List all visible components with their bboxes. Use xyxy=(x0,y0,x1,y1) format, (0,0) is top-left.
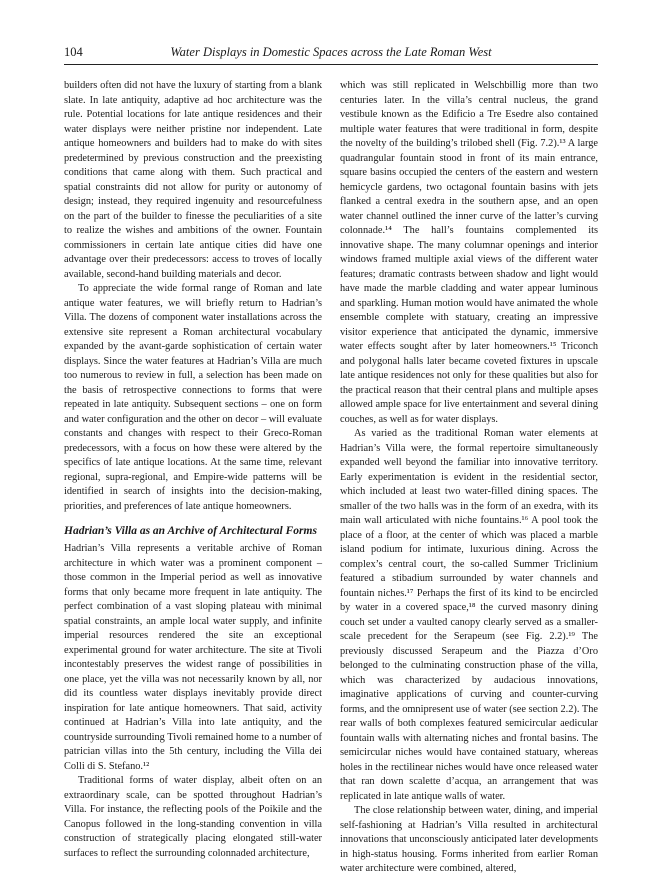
paragraph: As varied as the traditional Roman water elements at Hadrian’s Villa were, the formal repertoire simultaneously expanded well beyond the familiar into innovative territory. Early experimentation is evident in the residential sector, which included at least two water-filled dining spaces. The smaller of the two halls was in the form of an exedra, with its main wall articulated with niche fountains.¹⁶ A pool took the place of a floor, at the center of which was placed a marble island podium for intimate, luxurious dining. Across the complex’s central court, the so-called Summer Triclinium featured a stibadium surrounded by water channels and fountain niches.¹⁷ Perhaps the first of its kind to be encircled by water in a covered space,¹⁸ the curved masonry dining couch set under a vaulted canopy clearly served as a smaller-scale precedent for the Serapeum (see Fig. 2.2).¹⁹ The previously discussed Serapeum and the Piazza d’Oro belonged to the culminating construction phase of the villa, which was characterized by audacious innovations, imaginative applications of curving and counter-curving forms, and the omnipresent use of water (see section 2.2). The rear walls of both complexes featured semicircular aedicular fountain walls with alternating niches and frontal basins. The semicircular niches would have contained statuary, whereas holes in the rectilinear niches would have once released water that ran down scalette d’acqua, an arrangement that was replicated in late antique walls of water. xyxy=(340,428,598,802)
left-column xyxy=(64,79,322,861)
paragraph: builders often did not have the luxury of starting from a blank slate. In late antiquity, adaptive ad hoc architecture was the rule. Potential locations for late antique residences and their water displays were neither pristine nor independent. Late antique homeowners and builders had to make do with sites predetermined by previous construction and the preexisting conditions that came along with them. Such practical and spatial constraints did not allow for purity or autonomy of design; instead, they required ingenuity and resourcefulness on the part of the builder to finesse the peculiarities of a site to realize the wishes and ambitions of the owner. Fountain commissioners in certain late antique cities did have one advantage over their predecessors: access to troves of locally available, second-hand building materials and decor. xyxy=(64,80,322,280)
header-rule xyxy=(64,64,598,65)
running-title: Water Displays in Domestic Spaces across the Late Roman West xyxy=(170,45,492,59)
right-column xyxy=(340,79,598,877)
page-header xyxy=(64,44,598,60)
paragraph: The close relationship between water, dining, and imperial self-fashioning at Hadrian’s Villa resulted in architectural innovations that unconsciously anticipated later developments in high-status housing. Forms inherited from earlier Roman water architecture were combined, altered, xyxy=(340,805,598,874)
paragraph: Traditional forms of water display, albeit often on an extraordinary scale, can be spotted throughout Hadrian’s Villa. For instance, the reflecting pools of the Poikile and the Canopus followed in the long-standing convention in villa construction of strategically placing elongated still-water surfaces to reflect the surrounding colonnaded architecture, xyxy=(64,775,322,859)
section-heading: Hadrian’s Villa as an Archive of Architectural Forms xyxy=(64,525,317,537)
page-number: 104 xyxy=(64,45,83,59)
paragraph: Hadrian’s Villa represents a veritable archive of Roman architecture in which water was a prominent component – those common in the Imperial period as well as innovative forms that only became more frequent in late antiquity. The perfect combination of a vast sloping plateau with minimal spatial constraints, an ample local water supply, and infinite imperial resources rendered the site an exceptional experimental ground for water architecture. The site at Tivoli incontestably preserves the widest range of possibilities in one place, yet the villa was not necessarily known by all, nor did its countless water displays inevitably provide direct inspiration for late antique homeowners. That said, activity continued at Hadrian’s Villa into late antiquity, and the countryside surrounding Tivoli remained home to a number of patrician villas into the 5th century, including the Villa dei Colli di S. Stefano.¹² xyxy=(64,543,322,772)
paragraph: To appreciate the wide formal range of Roman and late antique water features, we will briefly return to Hadrian’s Villa. The dozens of component water installations across the extensive site represent a Roman architectural vocabulary expanded by the avant-garde sophistication of certain water displays. Since the water features at Hadrian’s Villa are much too numerous to review in full, a selection has been made on the basis of retrospective connections to forms that were repeated in late antiquity. Subsequent sections – one on form and water configuration and the other on decor – will evaluate constants and changes with respect to their Greco-Roman predecessors, with a focus on how these were altered by the specifics of late antique locations. At the same time, relevant regional, supra-regional, and Empire-wide patterns will be identified in search of insights into the decision-making, priorities, and preferences of late antique homeowners. xyxy=(64,283,322,512)
paragraph: which was still replicated in Welschbillig more than two centuries later. In the villa’s central nucleus, the grand vestibule known as the Edificio a Tre Esedre also contained multiple water features that were traditional in form, despite the novelty of the building’s trilobed shell (Fig. 7.2).¹³ A large quadrangular fountain stood in front of its main entrance, square basins occupied the centers of the eastern and western hemicycle gardens, two octagonal fountain basins with jets flanked a central exedra in the southern apse, and an open water channel outlined the inner curve of the latter’s curving colonnade.¹⁴ The hall’s fountains complemented its innovative shape. The many columnar openings and interior windows framed multiple axial views of the different water features; dramatic contrasts between shadow and light would have made the marble cladding and water appear luminous and sparkling. Human motion would have animated the whole ensemble complete with statuary, creating an impressive visitor experience that anticipated the dynamic, immersive water effects sought after by later homeowners.¹⁵ Triconch and polygonal halls later became coveted fixtures in upscale late antique residences not only for these qualities but also for the practical reason that their central plans and multiple apses allowed ample space for live entertainment and several dining couches, as well as for water displays. xyxy=(340,80,598,425)
